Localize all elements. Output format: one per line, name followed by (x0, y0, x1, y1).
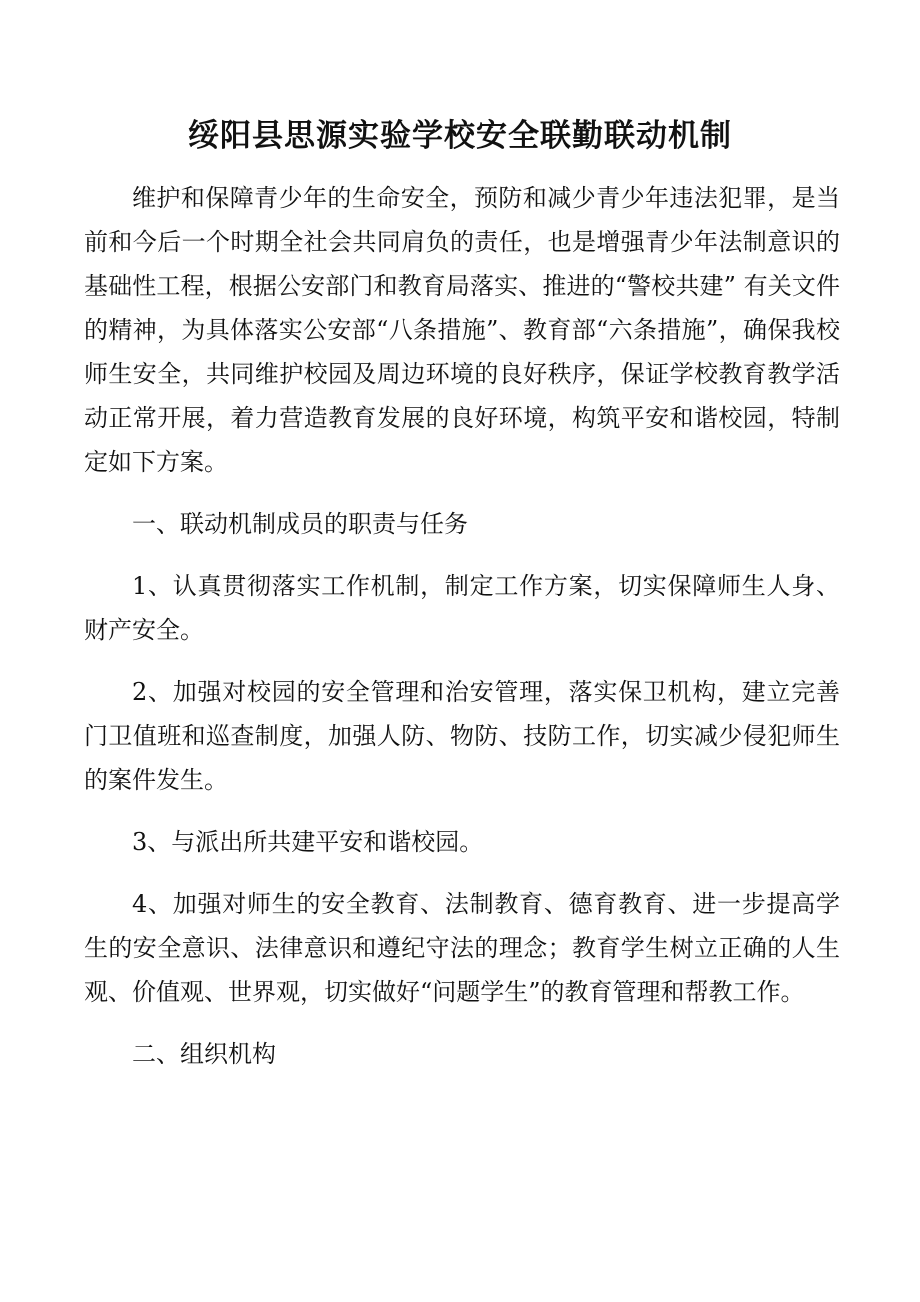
section-heading-organization: 二、组织机构 (132, 1040, 276, 1068)
section-heading-responsibilities: 一、联动机制成员的职责与任务 (132, 510, 468, 538)
paragraph-intro: 维护和保障青少年的生命安全，预防和减少青少年违法犯罪，是当前和今后一个时期全社会共同肩负的责任，也是增强青少年法制意识的基础性工程，根据公安部门和教育局落实、推进的“警校共建” 有关文件的精神，为具体落实公安部“八条措施”、教育部“六条措施”，确保我校师生安全，共同维护校园及周边环境的良好秩序，保证学校教育教学活动正常开展，着力营造教育发展的良好环境，构筑平安和谐校园，特制定如下方案。 (84, 184, 840, 476)
document-title: 绥阳县思源实验学校安全联勤联动机制 (188, 118, 732, 154)
paragraph-item-2: 2、加强对校园的安全管理和治安管理，落实保卫机构，建立完善门卫值班和巡查制度，加强人防、物防、技防工作，切实减少侵犯师生的案件发生。 (84, 678, 840, 794)
paragraph-item-4: 4、加强对师生的安全教育、法制教育、德育教育、进一步提高学生的安全意识、法律意识和遵纪守法的理念；教育学生树立正确的人生观、价值观、世界观，切实做好“问题学生”的教育管理和帮教工作。 (84, 890, 840, 1006)
paragraph-item-1: 1、认真贯彻落实工作机制，制定工作方案，切实保障师生人身、财产安全。 (84, 572, 840, 644)
document-body (84, 176, 840, 1076)
paragraph-item-3: 3、与派出所共建平安和谐校园。 (132, 828, 484, 856)
